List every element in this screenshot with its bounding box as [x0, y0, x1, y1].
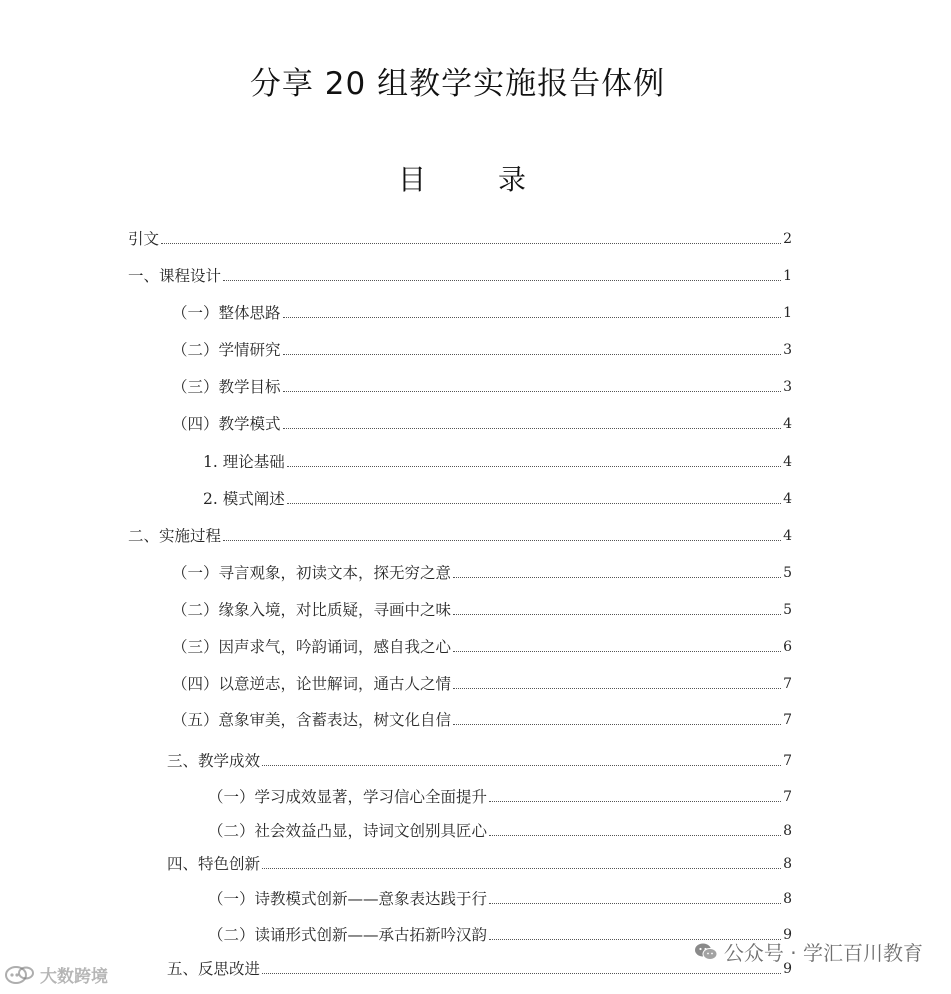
toc-entry-page: 1 [783, 305, 792, 321]
dot-leader [223, 280, 781, 281]
dot-leader [283, 354, 782, 355]
toc-entry-label: 2. 模式阐述 [203, 490, 285, 508]
toc-entry-page: 2 [783, 231, 792, 247]
toc-entry-label: 四、特色创新 [167, 855, 261, 873]
toc-entry-page: 8 [783, 891, 792, 907]
toc-entry[interactable] [208, 820, 792, 842]
source-mark-text: 大数跨境 [40, 967, 108, 987]
toc-entry[interactable] [128, 228, 792, 250]
dot-leader [262, 765, 781, 766]
toc-entry-page: 3 [783, 342, 792, 358]
toc-entry-page: 6 [783, 639, 792, 655]
toc-entry-label: 1. 理论基础 [203, 453, 285, 471]
dot-leader [287, 466, 781, 467]
toc-entry-label: （一）整体思路 [172, 304, 281, 322]
toc-entry[interactable] [172, 562, 792, 584]
wechat-icon [694, 940, 718, 964]
dot-leader [223, 540, 781, 541]
toc-entry[interactable] [203, 451, 792, 473]
toc-entry[interactable] [208, 786, 792, 808]
dot-leader [283, 428, 782, 429]
toc-entry-page: 3 [783, 379, 792, 395]
toc-entry-label: （一）诗教模式创新——意象表达践于行 [208, 890, 488, 908]
toc-entry[interactable] [172, 673, 792, 695]
dot-leader [453, 651, 781, 652]
toc-entry-page: 5 [783, 602, 792, 618]
dot-leader [287, 503, 781, 504]
toc-entry-label: （四）以意逆志，论世解词，通古人之情 [172, 675, 452, 693]
dot-leader [453, 724, 781, 725]
toc-entry-page: 5 [783, 565, 792, 581]
toc-entry-page: 7 [783, 712, 792, 728]
wechat-account-watermark [694, 937, 923, 966]
toc-entry-label: （一）学习成效显著，学习信心全面提升 [208, 788, 488, 806]
dot-leader [453, 614, 781, 615]
dot-leader [489, 835, 781, 836]
dot-leader [283, 317, 782, 318]
toc-entry-page: 9 [783, 927, 792, 943]
toc-entry-page: 4 [783, 491, 792, 507]
toc-entry[interactable] [172, 339, 792, 361]
toc-entry-label: （四）教学模式 [172, 415, 281, 433]
toc-entry-page: 1 [783, 268, 792, 284]
toc-entry-label: （二）社会效益凸显，诗词文创别具匠心 [208, 822, 488, 840]
toc-entry-page: 7 [783, 789, 792, 805]
toc-entry[interactable] [128, 525, 792, 547]
toc-entry[interactable] [128, 265, 792, 287]
toc-entry-label: （一）寻言观象，初读文本，探无穷之意 [172, 564, 452, 582]
toc-heading-char-1: 目 [398, 163, 427, 196]
toc-entry-page: 8 [783, 823, 792, 839]
dot-leader [489, 801, 781, 802]
toc-entry-label: （二）缘象入境，对比质疑，寻画中之味 [172, 601, 452, 619]
dot-leader [489, 903, 781, 904]
dot-leader [283, 391, 782, 392]
toc-entry-label: 二、实施过程 [128, 527, 222, 545]
toc-entry[interactable] [167, 750, 792, 772]
toc-entry-page: 4 [783, 416, 792, 432]
toc-entry-page: 4 [783, 454, 792, 470]
toc-entry-label: 一、课程设计 [128, 267, 222, 285]
toc-entry[interactable] [172, 376, 792, 398]
toc-entry-page: 7 [783, 753, 792, 769]
toc-entry-page: 4 [783, 528, 792, 544]
toc-entry-label: 三、教学成效 [167, 752, 261, 770]
toc-entry[interactable] [208, 888, 792, 910]
document-title: 分享 20 组教学实施报告体例 [249, 66, 666, 102]
chat-bubble-icon [4, 965, 36, 985]
dot-leader [453, 688, 781, 689]
toc-entry-label: 五、反思改进 [167, 960, 261, 978]
toc-entry-page: 9 [783, 961, 792, 977]
toc-entry-page: 8 [783, 856, 792, 872]
source-watermark-left [4, 962, 108, 987]
toc-entry-label: 引文 [128, 230, 160, 248]
toc-entry[interactable] [172, 302, 792, 324]
dot-leader [453, 577, 781, 578]
toc-entry[interactable] [167, 853, 792, 875]
toc-entry[interactable] [203, 488, 792, 510]
toc-entry-page: 7 [783, 676, 792, 692]
dot-leader [262, 868, 781, 869]
toc-entry-label: （五）意象审美，含蓄表达，树文化自信 [172, 711, 452, 729]
toc-heading-char-2: 录 [498, 163, 527, 196]
toc-entry[interactable] [172, 599, 792, 621]
toc-entry-label: （二）学情研究 [172, 341, 281, 359]
toc-entry[interactable] [172, 636, 792, 658]
toc-entry[interactable] [172, 709, 792, 731]
toc-entry-label: （二）读诵形式创新——承古拓新吟汉韵 [208, 926, 488, 944]
toc-entry-label: （三）因声求气，吟韵诵词，感自我之心 [172, 638, 452, 656]
dot-leader [161, 243, 781, 244]
dot-leader [262, 973, 781, 974]
toc-entry-label: （三）教学目标 [172, 378, 281, 396]
account-name-text: 公众号 · 学汇百川教育 [723, 941, 923, 965]
toc-entry[interactable] [172, 413, 792, 435]
